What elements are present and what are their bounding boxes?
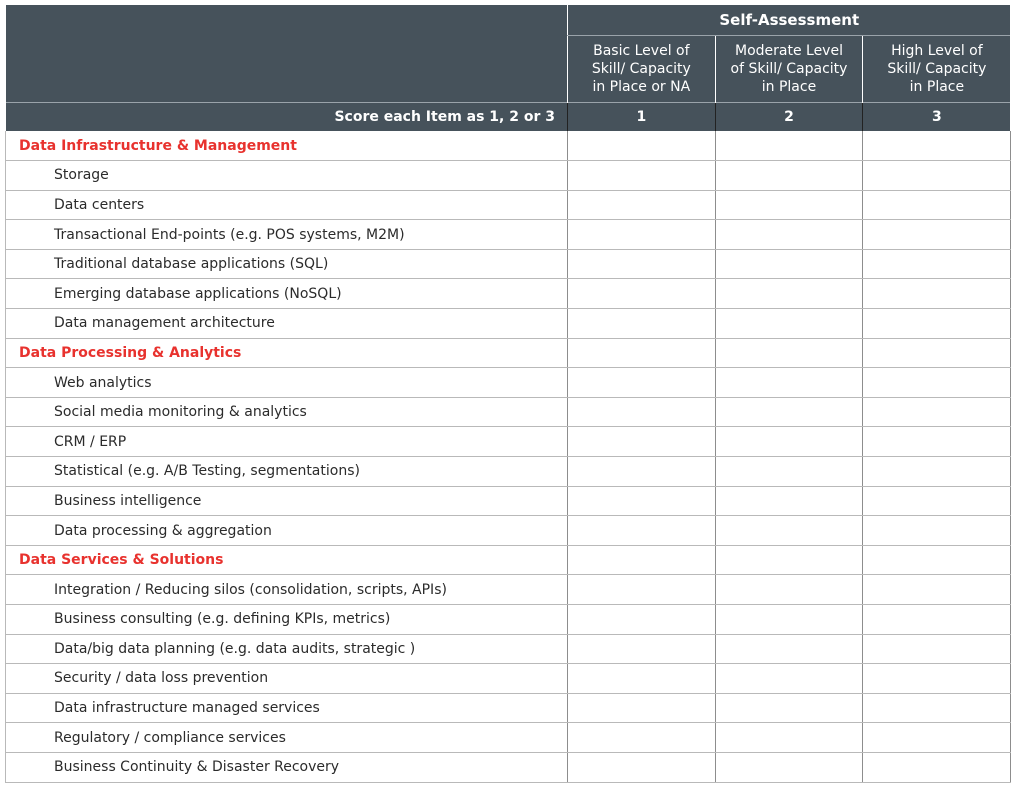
assessment-item-label: Data centers [6,190,568,220]
item-score-2-cell[interactable] [715,161,863,191]
item-score-3-cell[interactable] [863,279,1011,309]
level-header-moderate [715,35,863,102]
assessment-item-row [6,723,1011,753]
assessment-item-label: Emerging database applications (NoSQL) [6,279,568,309]
item-score-1-cell[interactable] [568,693,716,723]
item-score-2-cell[interactable] [715,249,863,279]
assessment-item-label: Integration / Reducing silos (consolidation, scripts, APIs) [6,575,568,605]
assessment-item-row [6,516,1011,546]
level-header-line: Skill/ Capacity [887,60,987,77]
level-header-line: in Place [909,78,965,95]
item-score-1-cell[interactable] [568,575,716,605]
item-score-3-cell[interactable] [863,397,1011,427]
self-assessment-title: Self-Assessment [568,5,1011,35]
item-score-2-cell[interactable] [715,427,863,457]
level-header-line: Skill/ Capacity [591,60,691,77]
assessment-item-row [6,309,1011,339]
level-header-basic [568,35,716,102]
item-score-1-cell[interactable] [568,723,716,753]
assessment-item-label: Statistical (e.g. A/B Testing, segmentations) [6,457,568,487]
item-score-2-cell[interactable] [715,220,863,250]
score-instruction-row [6,102,1011,131]
item-score-1-cell[interactable] [568,279,716,309]
assessment-item-row [6,279,1011,309]
item-score-1-cell[interactable] [568,427,716,457]
assessment-item-label: Data processing & aggregation [6,516,568,546]
header-blank-cell [6,5,568,102]
item-score-1-cell[interactable] [568,309,716,339]
item-score-1-cell[interactable] [568,368,716,398]
category-score-3-cell[interactable] [863,338,1011,368]
assessment-item-row [6,220,1011,250]
item-score-2-cell[interactable] [715,397,863,427]
assessment-item-label: Transactional End-points (e.g. POS systems, M2M) [6,220,568,250]
item-score-1-cell[interactable] [568,161,716,191]
item-score-2-cell[interactable] [715,693,863,723]
item-score-3-cell[interactable] [863,368,1011,398]
category-row [6,131,1011,161]
assessment-item-label: Social media monitoring & analytics [6,397,568,427]
assessment-item-row [6,368,1011,398]
item-score-3-cell[interactable] [863,161,1011,191]
assessment-item-label: Business intelligence [6,486,568,516]
level-header-line: Basic Level of [593,42,690,59]
item-score-1-cell[interactable] [568,457,716,487]
item-score-3-cell[interactable] [863,516,1011,546]
item-score-1-cell[interactable] [568,664,716,694]
assessment-item-label: Data management architecture [6,309,568,339]
assessment-item-row [6,693,1011,723]
category-score-1-cell[interactable] [568,131,716,161]
level-header-line: of Skill/ Capacity [730,60,848,77]
item-score-2-cell[interactable] [715,575,863,605]
item-score-3-cell[interactable] [863,752,1011,782]
level-header-line: in Place or NA [592,78,691,95]
item-score-1-cell[interactable] [568,397,716,427]
category-score-1-cell[interactable] [568,338,716,368]
category-score-3-cell[interactable] [863,545,1011,575]
assessment-item-label: Web analytics [6,368,568,398]
assessment-item-row [6,427,1011,457]
item-score-3-cell[interactable] [863,634,1011,664]
item-score-1-cell[interactable] [568,220,716,250]
assessment-item-label: Data/big data planning (e.g. data audits, strategic ) [6,634,568,664]
item-score-1-cell[interactable] [568,249,716,279]
item-score-3-cell[interactable] [863,249,1011,279]
category-score-3-cell[interactable] [863,131,1011,161]
assessment-item-row [6,605,1011,635]
category-row [6,545,1011,575]
item-score-1-cell[interactable] [568,190,716,220]
assessment-item-label: Storage [6,161,568,191]
level-header-line: in Place [761,78,817,95]
assessment-item-label: Data infrastructure managed services [6,693,568,723]
item-score-2-cell[interactable] [715,486,863,516]
assessment-item-row [6,752,1011,782]
header-title-row [6,5,1011,35]
level-header-line: Moderate Level [734,42,843,59]
item-score-3-cell[interactable] [863,693,1011,723]
item-score-3-cell[interactable] [863,457,1011,487]
assessment-item-row [6,190,1011,220]
score-value-3: 3 [863,102,1011,131]
score-instruction-label: Score each Item as 1, 2 or 3 [6,102,568,131]
assessment-item-label: Security / data loss prevention [6,664,568,694]
item-score-3-cell[interactable] [863,309,1011,339]
assessment-item-row [6,457,1011,487]
assessment-item-label: CRM / ERP [6,427,568,457]
item-score-3-cell[interactable] [863,427,1011,457]
level-header-high [863,35,1011,102]
item-score-2-cell[interactable] [715,752,863,782]
category-score-2-cell[interactable] [715,338,863,368]
item-score-1-cell[interactable] [568,752,716,782]
item-score-3-cell[interactable] [863,486,1011,516]
assessment-item-row [6,575,1011,605]
item-score-3-cell[interactable] [863,220,1011,250]
category-title: Data Processing & Analytics [6,338,568,368]
level-header-line: High Level of [891,42,983,59]
item-score-1-cell[interactable] [568,486,716,516]
item-score-2-cell[interactable] [715,457,863,487]
category-title: Data Services & Solutions [6,545,568,575]
item-score-2-cell[interactable] [715,634,863,664]
assessment-item-row [6,397,1011,427]
item-score-1-cell[interactable] [568,516,716,546]
assessment-body [6,131,1011,782]
item-score-2-cell[interactable] [715,368,863,398]
assessment-item-row [6,249,1011,279]
item-score-2-cell[interactable] [715,664,863,694]
assessment-item-label: Business Continuity & Disaster Recovery [6,752,568,782]
score-value-1: 1 [568,102,716,131]
item-score-3-cell[interactable] [863,190,1011,220]
item-score-2-cell[interactable] [715,516,863,546]
score-value-2: 2 [715,102,863,131]
item-score-2-cell[interactable] [715,309,863,339]
item-score-2-cell[interactable] [715,190,863,220]
assessment-item-label: Traditional database applications (SQL) [6,249,568,279]
category-title: Data Infrastructure & Management [6,131,568,161]
item-score-1-cell[interactable] [568,605,716,635]
item-score-2-cell[interactable] [715,723,863,753]
category-score-2-cell[interactable] [715,545,863,575]
item-score-1-cell[interactable] [568,634,716,664]
item-score-2-cell[interactable] [715,279,863,309]
category-score-1-cell[interactable] [568,545,716,575]
item-score-3-cell[interactable] [863,723,1011,753]
category-score-2-cell[interactable] [715,131,863,161]
item-score-3-cell[interactable] [863,605,1011,635]
self-assessment-table [5,5,1011,783]
assessment-item-row [6,486,1011,516]
assessment-item-row [6,634,1011,664]
category-row [6,338,1011,368]
assessment-item-label: Regulatory / compliance services [6,723,568,753]
assessment-item-row [6,161,1011,191]
item-score-3-cell[interactable] [863,575,1011,605]
item-score-2-cell[interactable] [715,605,863,635]
assessment-item-label: Business consulting (e.g. defining KPIs, metrics) [6,605,568,635]
assessment-item-row [6,664,1011,694]
item-score-3-cell[interactable] [863,664,1011,694]
